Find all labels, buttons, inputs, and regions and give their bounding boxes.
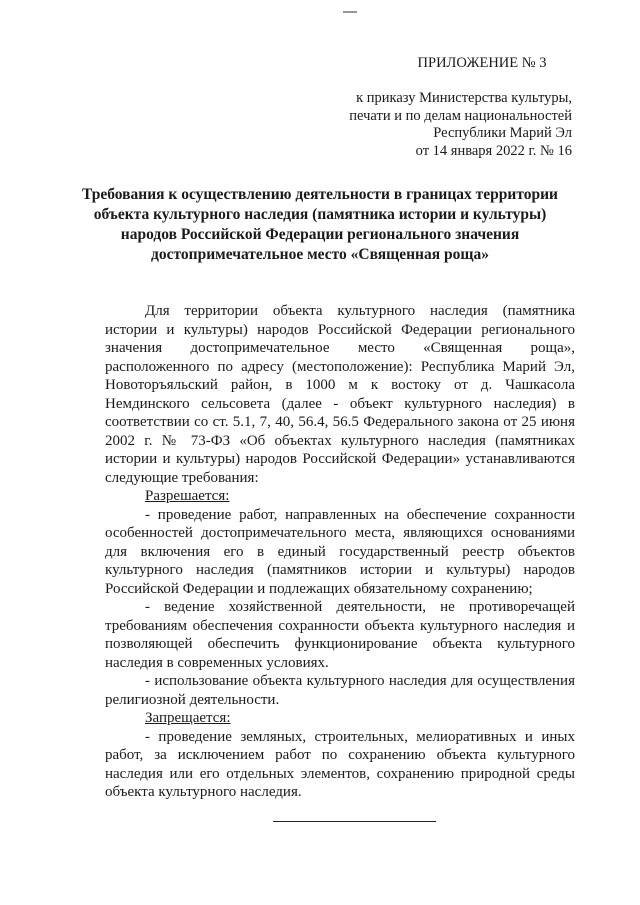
appendix-line: к приказу Министерства культуры, (356, 90, 572, 106)
intro-paragraph: Для территории объекта культурного наследия (памятника истории и культуры) народов Российской Федерации регионального значения достопримечательное место «Священная роща», расположенного по адресу (местоположение): Республика Марий Эл, Новоторъяльский район, в 1000 м к востоку от д. Чашкасола Немдинского сельсовета (далее - объект культурного наследия) в соответствии со ст. 5.1, 7, 40, 56.4, 56.5 Федерального закона от 25 июня 2002 г. № 73-ФЗ «Об объектах культурного наследия (памятниках истории и культуры) народов Российской Федерации» устанавливаются следующие требования: (105, 303, 575, 486)
closing-line (273, 821, 436, 822)
document-body (105, 302, 575, 802)
appendix-block (332, 55, 572, 160)
allowed-heading: Разрешается: (145, 488, 230, 504)
allowed-item: - проведение работ, направленных на обеспечение сохранности особенностей достопримечательного места, являющихся основаниями для включения его в единый государственный реестр объектов культурного наследия (памятников истории и культуры) народов Российской Федерации и подлежащих обязательному сохранению; (105, 506, 575, 597)
title-line: Требования к осуществлению деятельности в границах территории (82, 186, 558, 203)
allowed-item: - использование объекта культурного наследия для осуществления религиозной деятельности. (105, 673, 575, 708)
title-line: объекта культурного наследия (памятника истории и культуры) (93, 206, 547, 223)
forbidden-heading: Запрещается: (145, 710, 231, 726)
scan-artifact-mark (343, 11, 357, 13)
title-line: народов Российской Федерации регионального значения (120, 226, 520, 243)
appendix-line: печати и по делам национальностей (349, 107, 572, 124)
document-title (80, 185, 560, 265)
appendix-line: Республики Марий Эл (433, 125, 572, 141)
forbidden-item: - проведение земляных, строительных, мелиоративных и иных работ, за исключением работ по сохранению объекта культурного наследия или его отдельных элементов, сохранению природной среды объекта культурного наследия. (105, 728, 575, 800)
allowed-item: - ведение хозяйственной деятельности, не противоречащей требованиям обеспечения сохранности объекта культурного наследия и позволяющей обеспечить функционирование объекта культурного наследия в современных условиях. (105, 599, 575, 671)
appendix-number: ПРИЛОЖЕНИЕ № 3 (417, 55, 547, 71)
title-line: достопримечательное место «Священная роща» (151, 246, 489, 263)
appendix-line: от 14 января 2022 г. № 16 (415, 142, 572, 159)
